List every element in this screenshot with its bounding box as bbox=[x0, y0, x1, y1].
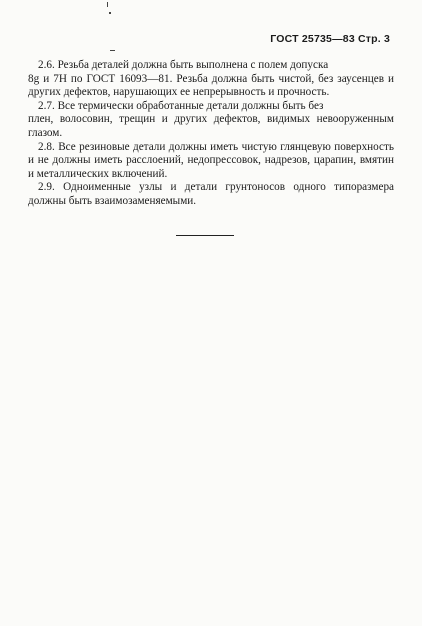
paragraph-text: 2.8. Все резиновые детали должны иметь чистую глянцевую поверхность и не должны иметь расслоений, недопрессовок, надрезов, царапин, вмятин и металлических включений. bbox=[28, 140, 394, 180]
scan-speck bbox=[110, 50, 115, 51]
paragraph-2-9 bbox=[28, 181, 394, 208]
paragraph-first-line: 2.6. Резьба деталей должна быть выполнена с полем допуска bbox=[38, 59, 329, 71]
running-header: ГОСТ 25735—83 Стр. 3 bbox=[270, 33, 390, 45]
paragraph-first-line: 2.7. Все термически обработанные детали должны быть без bbox=[38, 99, 324, 112]
scan-speck bbox=[107, 2, 108, 7]
paragraph-text: 2.9. Одноименные узлы и детали грунтоносов одного типоразмера должны быть взаимозаменяемыми. bbox=[28, 181, 394, 207]
document-body bbox=[28, 59, 394, 209]
paragraph-continuation: 8g и 7H по ГОСТ 16093—81. Резьба должна быть чистой, без заусенцев и других дефектов, нарушающих ее непрерывность и прочность. bbox=[28, 72, 394, 99]
scan-speck bbox=[109, 12, 111, 14]
paragraph-2-7 bbox=[28, 100, 394, 141]
paragraph-continuation: плен, волосовин, трещин и других дефектов, видимых невооруженным глазом. bbox=[28, 113, 394, 139]
paragraph-2-6 bbox=[28, 59, 394, 100]
paragraph-2-8 bbox=[28, 141, 394, 182]
closing-rule bbox=[176, 235, 234, 236]
